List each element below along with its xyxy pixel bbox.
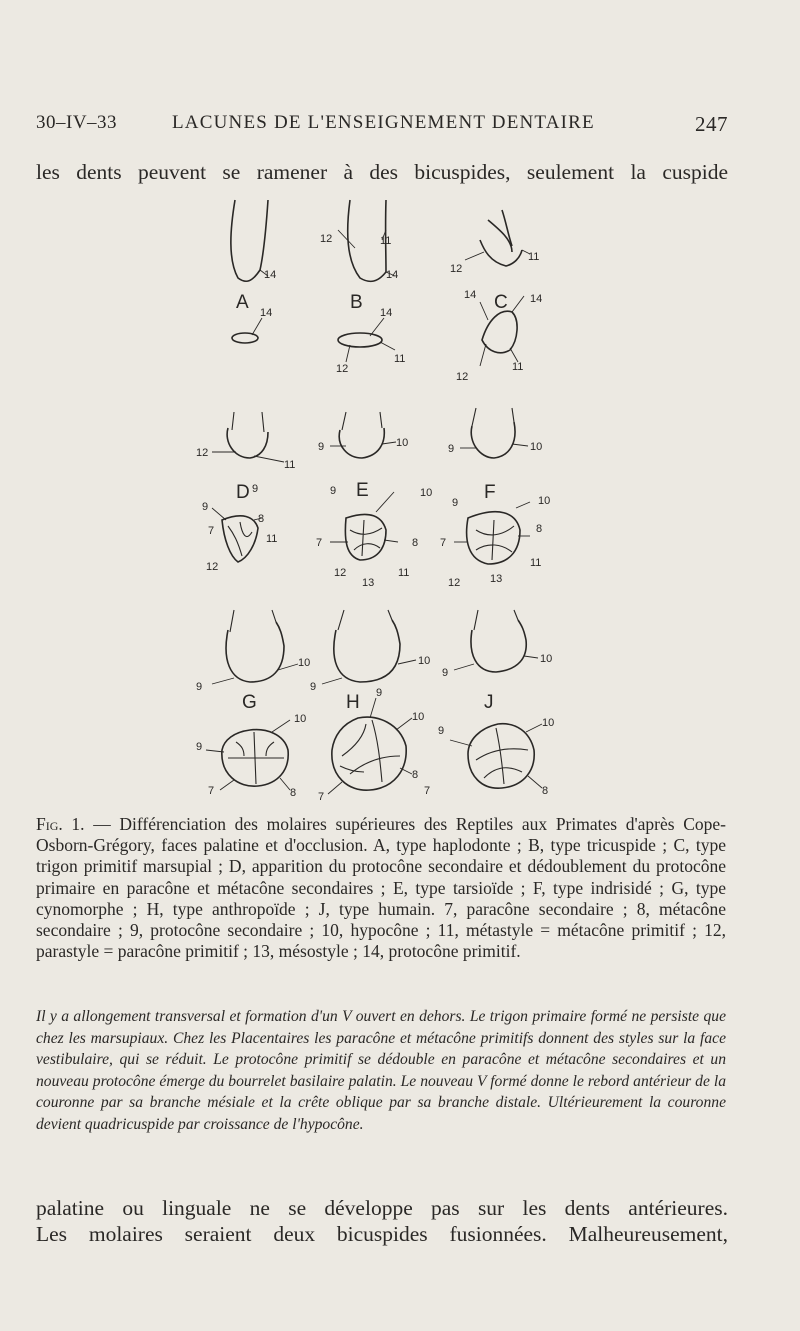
num-g-9: 9 xyxy=(196,681,203,693)
num-j-9: 9 xyxy=(442,667,449,679)
num-b-11: 11 xyxy=(380,235,392,247)
num-bo-12: 12 xyxy=(336,363,349,375)
num-ho-8: 8 xyxy=(412,769,419,781)
tooth-d-side xyxy=(212,412,284,462)
num-c-11: 11 xyxy=(528,251,540,263)
num-c-14a: 14 xyxy=(464,289,477,301)
header-title: LACUNES DE L'ENSEIGNEMENT DENTAIRE xyxy=(172,112,595,133)
num-go-7: 7 xyxy=(208,785,215,797)
fig-label-e: E xyxy=(356,480,369,501)
running-header xyxy=(36,112,728,142)
num-do-8: 8 xyxy=(258,513,265,525)
num-jo-8: 8 xyxy=(542,785,549,797)
num-ao-14: 14 xyxy=(260,307,273,319)
num-f-10: 10 xyxy=(530,441,543,453)
tooth-f-side xyxy=(460,408,528,458)
tooth-a-side xyxy=(231,200,268,281)
num-jo-7: 7 xyxy=(424,785,431,797)
fig-label-d: D xyxy=(236,482,250,503)
num-fo-13: 13 xyxy=(490,573,503,585)
num-go-8: 8 xyxy=(290,787,297,799)
num-h-9: 9 xyxy=(310,681,317,693)
fig-label-h: H xyxy=(346,692,360,713)
caption-text: — Différenciation des molaires supérieures des Reptiles aux Primates d'après Cope-Osborn-Grégory, faces palatine et d'occlusion. A, type haplodonte ; B, type tricuspide ; C, type trigon primitif marsupial ; D, apparition du protocône secondaire et dédoublement du protocône primaire en paracône et métacône secondaires ; E, type tarsioïde ; F, type indrisidé ; G, type cynomorphe ; H, type anthropoïde ; J, type humain. 7, paracône secondaire ; 8, métacône secondaire ; 9, protocône secondaire ; 10, hypocône ; 11, métastyle = métacône primitif ; 12, parastyle = paracône primitif ; 13, mésostyle ; 14, protocône primitif. xyxy=(36,814,726,962)
num-do-11: 11 xyxy=(266,533,278,545)
num-fo-10: 10 xyxy=(538,495,551,507)
num-ho-10: 10 xyxy=(412,711,425,723)
num-eo-13: 13 xyxy=(362,577,375,589)
tooth-a-occlusal xyxy=(232,318,262,343)
fig-label-j: J xyxy=(484,692,494,713)
tooth-b-occlusal xyxy=(338,318,395,362)
num-b-12: 12 xyxy=(320,233,333,245)
num-go-9: 9 xyxy=(196,741,203,753)
num-co-11: 11 xyxy=(512,361,524,373)
num-fo-7: 7 xyxy=(440,537,447,549)
num-do-9: 9 xyxy=(202,501,209,513)
num-go-10: 10 xyxy=(294,713,307,725)
num-eo-9: 9 xyxy=(330,485,337,497)
num-ho-9: 9 xyxy=(376,687,383,699)
num-fo-9: 9 xyxy=(452,497,459,509)
tooth-j-occlusal xyxy=(450,724,542,788)
body-line-bottom-2: Les molaires seraient deux bicuspides fusionnées. Malheureusement, xyxy=(36,1222,728,1246)
num-eo-7: 7 xyxy=(316,537,323,549)
tooth-f-occlusal xyxy=(454,502,530,564)
num-d-11: 11 xyxy=(284,459,296,471)
num-eo-12: 12 xyxy=(334,567,347,579)
num-eo-11: 11 xyxy=(398,567,410,579)
num-f-9: 9 xyxy=(448,443,455,455)
tooth-g-occlusal xyxy=(206,720,290,790)
fig-label-b: B xyxy=(350,292,363,313)
num-bo-14: 14 xyxy=(380,307,393,319)
num-fo-11: 11 xyxy=(530,557,542,569)
fig-label-g: G xyxy=(242,692,257,713)
num-b-14: 14 xyxy=(386,269,399,281)
tooth-g-side xyxy=(212,610,298,684)
num-a-14: 14 xyxy=(264,269,277,281)
tooth-e-occlusal xyxy=(330,492,398,560)
num-jo-10: 10 xyxy=(542,717,555,729)
num-jo-9: 9 xyxy=(438,725,445,737)
tooth-c-side xyxy=(465,210,530,266)
num-co-12: 12 xyxy=(456,371,469,383)
num-c-12: 12 xyxy=(450,263,463,275)
fig-label-f: F xyxy=(484,482,496,503)
num-fo-12: 12 xyxy=(448,577,461,589)
num-c-14b: 14 xyxy=(530,293,543,305)
tooth-j-side xyxy=(454,610,538,672)
num-h-10: 10 xyxy=(418,655,431,667)
num-ho-7: 7 xyxy=(318,791,325,800)
molar-figure xyxy=(150,190,630,800)
num-e-9: 9 xyxy=(318,441,325,453)
tooth-d-occlusal xyxy=(212,508,265,562)
num-d-9: 9 xyxy=(252,483,259,495)
fig-label-c: C xyxy=(494,292,508,313)
num-fo-8: 8 xyxy=(536,523,543,535)
header-date: 30–IV–33 xyxy=(36,112,118,133)
num-j-10: 10 xyxy=(540,653,553,665)
num-bo-11: 11 xyxy=(394,353,406,365)
caption-fig-label: Fig. 1. xyxy=(36,814,85,834)
num-eo-10: 10 xyxy=(420,487,433,499)
num-do-12: 12 xyxy=(206,561,219,573)
tooth-e-side xyxy=(330,412,396,458)
fig-label-a: A xyxy=(236,292,249,313)
num-g-10: 10 xyxy=(298,657,311,669)
num-eo-8: 8 xyxy=(412,537,419,549)
num-e-10: 10 xyxy=(396,437,409,449)
body-line-top: les dents peuvent se ramener à des bicuspides, seulement la cuspide xyxy=(36,160,728,184)
figure-caption xyxy=(36,814,726,962)
num-do-7: 7 xyxy=(208,525,215,537)
tooth-h-side xyxy=(322,610,416,684)
num-d-12: 12 xyxy=(196,447,209,459)
body-line-bottom-1: palatine ou linguale ne se développe pas sur les dents antérieures. xyxy=(36,1196,728,1220)
molar-diagram xyxy=(150,190,630,800)
italic-note: Il y a allongement transversal et formation d'un V ouvert en dehors. Le trigon primaire formé ne persiste que chez les marsupiaux. Chez les Placentaires les paracône et métacône primitifs donnent des styles sur la face vestibulaire, qui se réduit. Le protocône primitif se dédouble en paracône et métacône secondaires et un nouveau protocône émerge du bourrelet basilaire palatin. Le nouveau V formé donne le rebord antérieur de la couronne par sa branche mésiale et la crête oblique par sa branche distale. Ultérieurement la couronne devient quadricuspide par croissance de l'hypocône. xyxy=(36,1008,726,1133)
tooth-h-occlusal xyxy=(328,698,412,794)
page-number: 247 xyxy=(695,112,728,136)
